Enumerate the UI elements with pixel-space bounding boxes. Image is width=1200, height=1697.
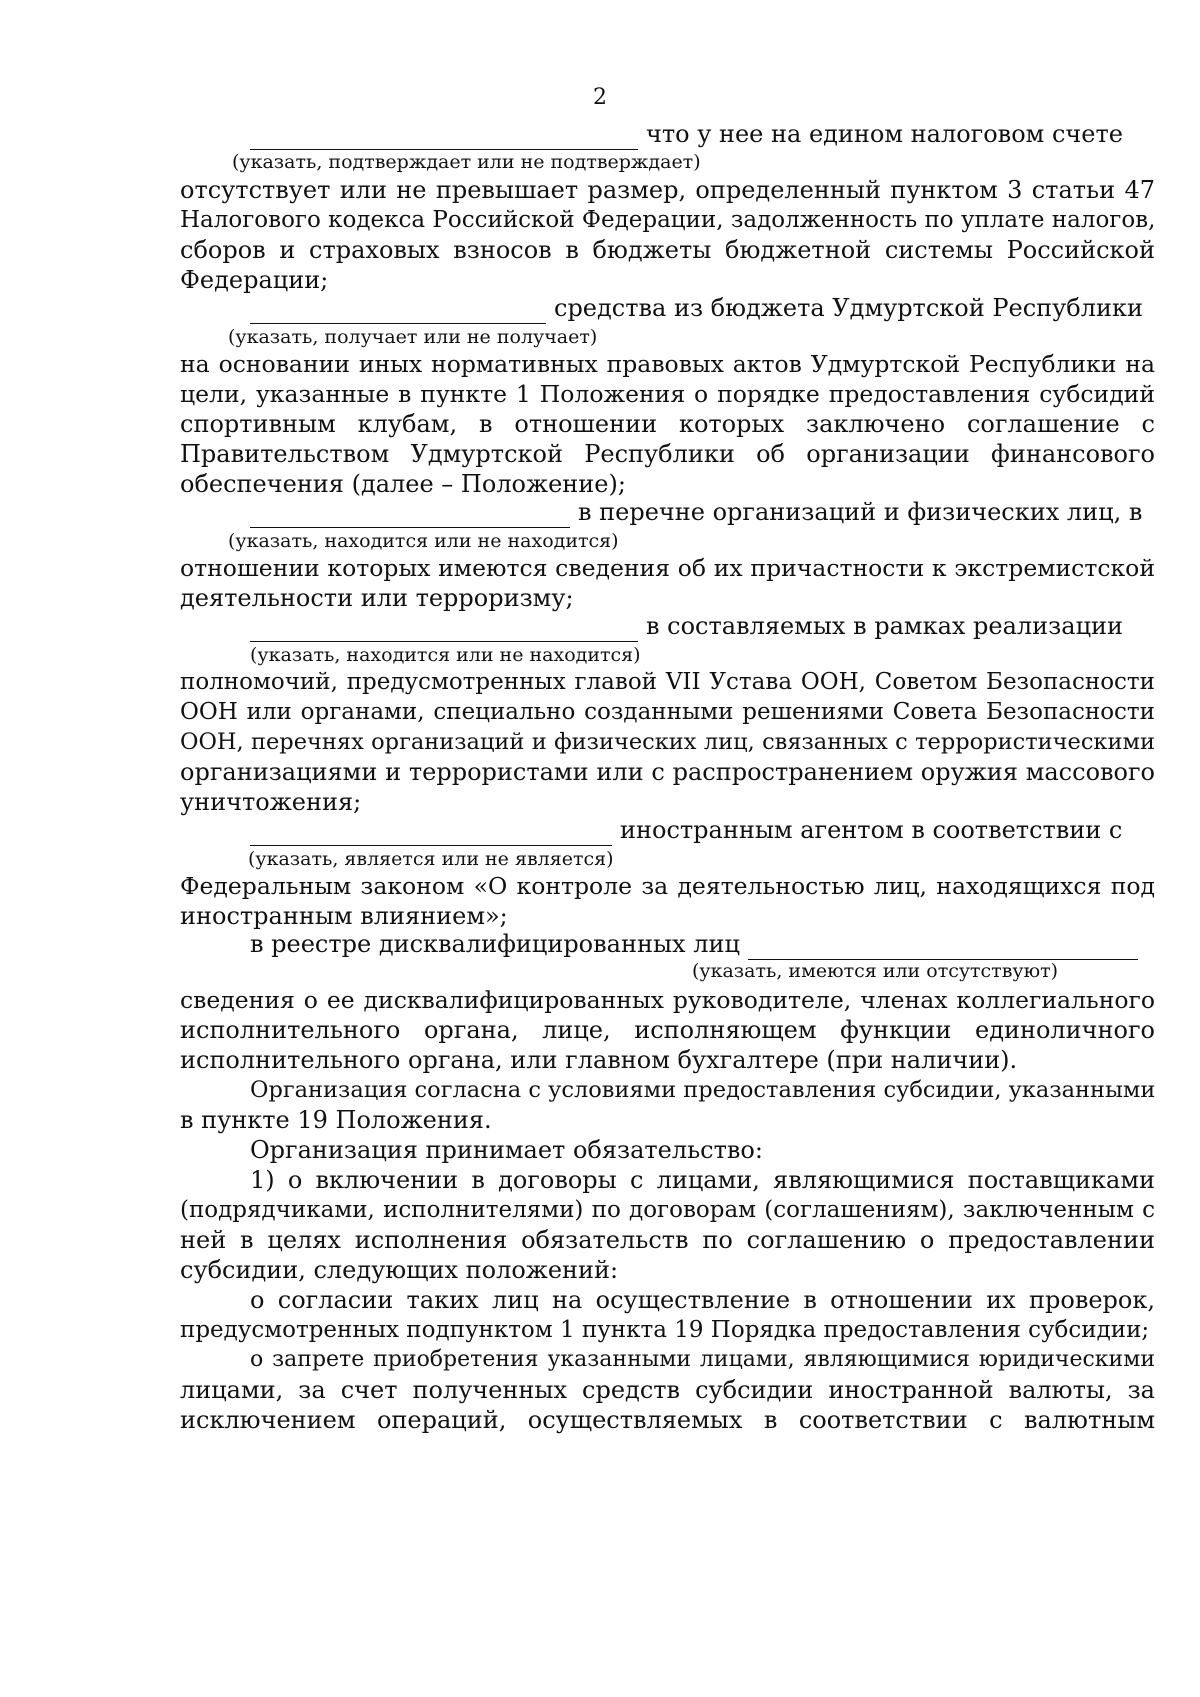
fill-line [250,928,1155,960]
text-line: Организация согласна с условиями предоставления субсидии, указанными [250,1077,1156,1103]
field-hint: (указать, находится или не находится) [250,644,641,666]
text-line: 1) о включении в договоры с лицами, являющимися поставщиками [250,1166,1155,1194]
text-line: Правительством Удмуртской Республики об организации финансового [180,440,1155,468]
text-line: в пункте 19 Положения. [180,1106,492,1134]
blank-field[interactable] [748,937,1138,960]
field-hint: (указать, находится или не находится) [228,530,619,552]
text-line: о согласии таких лиц на осуществление в отношении их проверок, [250,1286,1155,1314]
fill-line [250,496,1155,528]
text-line: в перечне организаций и физических лиц, в [578,498,1143,526]
text-line: что у нее на едином налоговом счете [646,120,1123,148]
text-line: исполнительного органа, или главном бухгалтере (при наличии). [180,1046,1018,1074]
blank-field[interactable] [250,823,612,846]
text-line: уничтожения; [180,788,362,816]
blank-field[interactable] [250,505,570,528]
text-line: сведения о ее дисквалифицированных руководителе, членах коллегиального [180,986,1155,1014]
fill-line [250,118,1155,150]
text-line: предусмотренных подпунктом 1 пункта 19 Порядка предоставления субсидии; [180,1317,1150,1343]
text-line: цели, указанные в пункте 1 Положения о порядке предоставления субсидий [180,380,1155,408]
text-line: средства из бюджета Удмуртской Республики [554,294,1143,322]
fill-line [250,814,1155,846]
field-hint: (указать, имеются или отсутствуют) [692,960,1059,982]
text-line: Организация принимает обязательство: [250,1136,763,1164]
text-line: (подрядчиками, исполнителями) по договорам (соглашениям), заключенным с [180,1197,1155,1223]
page-number: 2 [593,85,607,110]
text-line: ООН или органами, специально созданными решениями Совета Безопасности [180,699,1155,725]
text-line: отношении которых имеются сведения об их причастности к экстремистской [180,554,1155,582]
text-line: спортивным клубам, в отношении которых заключено соглашение с [180,410,1155,438]
text-line: на основании иных нормативных правовых актов Удмуртской Республики на [180,350,1155,378]
field-hint: (указать, является или не является) [248,848,614,870]
text-line: отсутствует или не превышает размер, определенный пунктом 3 статьи 47 [180,176,1155,204]
text-line: в составляемых в рамках реализации [646,612,1123,640]
text-line: полномочий, предусмотренных главой VII Устава ООН, Советом Безопасности [180,669,1155,695]
blank-field[interactable] [250,127,638,150]
text-line: деятельности или терроризму; [180,584,574,612]
text-line: лицами, за счет полученных средств субсидии иностранной валюты, за [180,1376,1155,1404]
text-line: исключением операций, осуществляемых в соответствии с валютным [180,1406,1155,1434]
text-line: организациями и террористами или с распространением оружия массового [180,758,1155,786]
fill-line [250,610,1155,642]
text-line: иностранным влиянием»; [180,902,508,930]
text-line: Федеральным законом «О контроле за деятельностью лиц, находящихся под [180,872,1155,900]
text-line: обеспечения (далее – Положение); [180,470,626,498]
fill-line [250,292,1155,324]
text-line: о запрете приобретения указанными лицами, являющимися юридическими [250,1347,1155,1372]
text-line: иностранным агентом в соответствии с [620,816,1123,844]
text-line: ней в целях исполнения обязательств по соглашению о предоставлении [180,1226,1155,1254]
text-line: Налогового кодекса Российской Федерации, задолженность по уплате налогов, [180,207,1156,233]
blank-field[interactable] [250,619,638,642]
field-hint: (указать, получает или не получает) [228,326,598,348]
text-line: сборов и страховых взносов в бюджеты бюджетной системы Российской [180,236,1155,264]
blank-field[interactable] [250,301,546,324]
field-hint: (указать, подтверждает или не подтверждает) [232,151,701,173]
text-line: в реестре дисквалифицированных лиц [250,930,740,958]
text-line: ООН, перечнях организаций и физических лиц, связанных с террористическими [180,729,1155,755]
text-line: Федерации; [180,266,329,294]
text-line: исполнительного органа, лице, исполняющем функции единоличного [180,1016,1155,1044]
text-line: субсидии, следующих положений: [180,1256,619,1284]
